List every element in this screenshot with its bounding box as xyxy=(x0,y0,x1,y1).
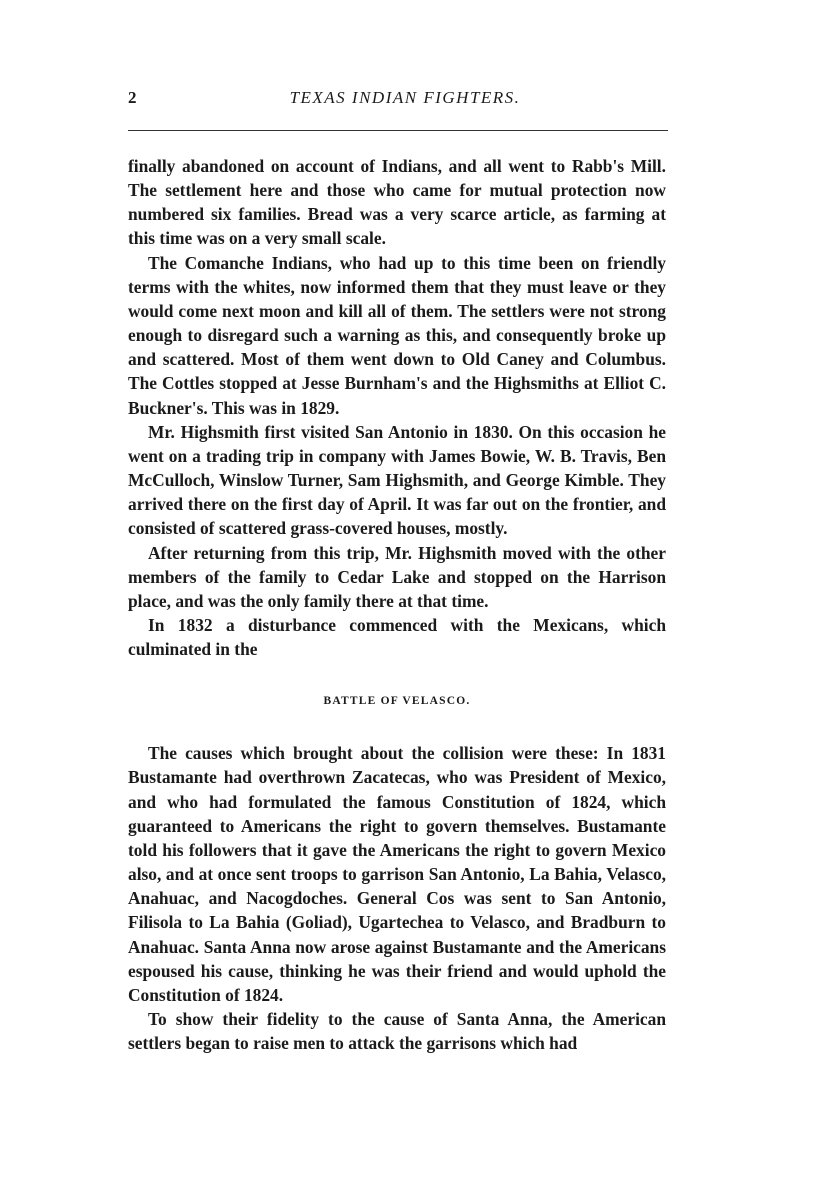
paragraph-continued: finally abandoned on account of Indians, and all went to Rabb's Mill. The settlement here and those who came for mutual protection now numbered six families. Bread was a very scarce article, as farming at this time was on a very small scale. xyxy=(128,156,666,249)
paragraph: After returning from this trip, Mr. Highsmith moved with the other members of the family to Cedar Lake and stopped on the Harrison place, and was the only family there at that time. xyxy=(128,542,666,611)
running-head xyxy=(128,88,668,114)
section-heading: BATTLE OF VELASCO. xyxy=(323,695,471,708)
paragraph: To show their fidelity to the cause of Santa Anna, the American settlers began to raise men to attack the garrisons which had xyxy=(128,1009,666,1054)
paragraph: The Comanche Indians, who had up to this time been on friendly terms with the whites, now informed them that they must leave or they would come next moon and kill all of them. The settlers were not strong enough to disregard such a warning as this, and consequently broke up and scattered. Most of them went down to Old Caney and Columbus. The Cottles stopped at Jesse Burnham's and the Highsmiths at Elliot C. Buckner's. This was in 1829. xyxy=(128,252,666,418)
header-rule xyxy=(128,130,668,131)
running-title: TEXAS INDIAN FIGHTERS. xyxy=(289,88,521,107)
paragraph: The causes which brought about the collision were these: In 1831 Bustamante had overthrown Zacatecas, who was President of Mexico, and who had formulated the famous Constitution of 1824, which guaranteed to Americans the right to govern themselves. Bustamante told his followers that it gave the Americans the right to govern Mexico also, and at once sent troops to garrison San Antonio, La Bahia, Velasco, Anahuac, and Nacogdoches. General Cos was sent to San Antonio, Filisola to La Bahia (Goliad), Ugartechea to Velasco, and Bradburn to Anahuac. Santa Anna now arose against Bustamante and the Americans espoused his cause, thinking he was their friend and would uphold the Constitution of 1824. xyxy=(128,743,666,1005)
paragraph: In 1832 a disturbance commenced with the Mexicans, which culminated in the xyxy=(128,614,666,660)
paragraph: Mr. Highsmith first visited San Antonio in 1830. On this occasion he went on a trading trip in company with James Bowie, W. B. Travis, Ben McCulloch, Winslow Turner, Sam Highsmith, and George Kimble. They arrived there on the first day of April. It was far out on the frontier, and consisted of scattered grass-covered houses, mostly. xyxy=(128,421,666,539)
body-text xyxy=(128,154,666,1055)
page-number: 2 xyxy=(128,88,137,107)
